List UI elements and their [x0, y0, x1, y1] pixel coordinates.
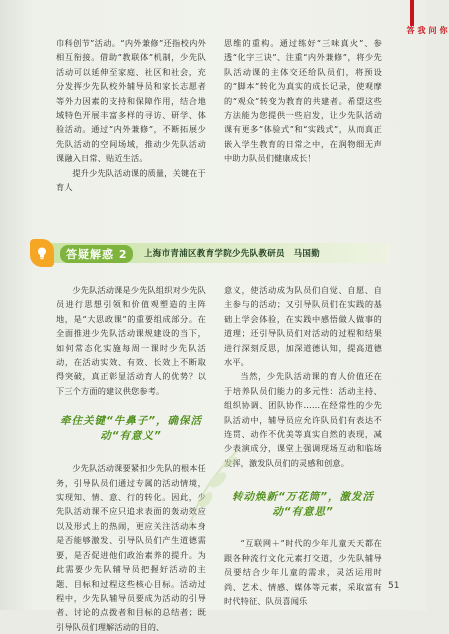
red-tab-marker	[410, 0, 414, 26]
top-right-column	[224, 36, 382, 166]
page-number: 51	[388, 581, 400, 591]
paragraph: 当然，少先队活动课的育人价值还在于培养队员们能力的多元性：活动主持、组织协调、团队协作……在经常性的少先队活动中，辅导员应允许队员们有表达不连贯、动作不优美等真实自然的表现，减少表演成分，课堂上强调现场互动和临场发挥，激发队员们的灵感和创意。	[224, 371, 382, 468]
author-byline: 上海市青浦区教育学院少先队教研员 马国勤	[144, 249, 321, 259]
lightbulb-icon	[30, 239, 54, 267]
intro-paragraph: 少先队活动课是少先队组织对少先队员进行思想引领和价值观塑造的主阵地，是“大思政课”的重要组成部分。在全面推进少先队活动课规建设的当下，如何常态化实施每周一课时少先队活动，在活动实效、有效、长效上不断取得突破，真正彰显活动育人的优势？以下三个方面的建议供您参考。	[56, 285, 206, 396]
paragraph: 提升少先队活动课的质量，关键在于育人	[56, 167, 206, 193]
paragraph: 思维的重构。通过练好“三味真火”、参透“化字三诀”、注重“内外兼修”，将少先队活动课的主体交还给队员们，将预设的“脚本”转化为真实的成长记录，使观摩的“观众”转变为教育的共建者。希望这些方法能为您提供一些启发，让少先队活动课有更多“体验式”和“实践式”，从而真正嵌入学生教育的日常之中，在润物细无声中助力队员们健康成长！	[224, 38, 382, 164]
paragraph: 少先队活动课要紧扣少先队的根本任务，引导队员们通过专属的活动情境，实现知、情、意、行的转化。因此，少先队活动课不应只追求表面的轰动效应以及形式上的热闹，更应关注活动本身是否能够激发、引导队员们产生道德需要，是否促进他们政治素养的提升。为此需要少先队辅导员把握好活动的主题、目标和过程这些核心目标。活动过程中，少先队辅导员要成为活动的引导者、讨论的点拨者和目标的总结者；既引导队员们理解活动的目的、	[56, 463, 206, 632]
paragraph: “互联网＋”时代的少年儿童天天都在跟各种流行文化元素打交道，少先队辅导员要结合少年儿童的需求，灵活运用时尚、艺术、情感、媒体等元素，采取富有时代特征、队员喜闻乐	[224, 538, 382, 606]
paragraph: 意义，使活动成为队员们自觉、自愿、自主参与的活动；又引导队员们在实践的基础上学会体验，在实践中感悟做人做事的道理；还引导队员们对活动的过程和结果进行深刻反思，加深道德认知，提高道德水平。	[224, 285, 382, 368]
leaf-decoration-icon	[178, 440, 250, 532]
subheading-2: 转动焕新“万花筒”，激发活动“有意思”	[231, 491, 375, 519]
section-label: 你问我答	[406, 26, 448, 35]
paragraph: 巾科创节”活动。“内外兼修”还指校内外相互衔接。借助“教联体”机制，少先队活动可以延伸至家庭、社区和社会，充分发挥少先队校外辅导员和家长志愿者等外力因素的支持和保障作用，结合地域特色开展丰富多样的寻访、研学、体验活动。通过“内外兼修”，不断拓展少先队活动的空间场域，推动少先队活动课融入日常、贴近生活。	[56, 38, 206, 164]
banner-title: 答疑解惑 2	[60, 245, 133, 263]
lightbulb-glyph	[34, 245, 50, 261]
top-left-column	[56, 36, 206, 194]
section-banner	[30, 236, 390, 270]
subheading-1: 牵住关键“牛鼻子”，确保活动“有意义”	[59, 415, 203, 443]
